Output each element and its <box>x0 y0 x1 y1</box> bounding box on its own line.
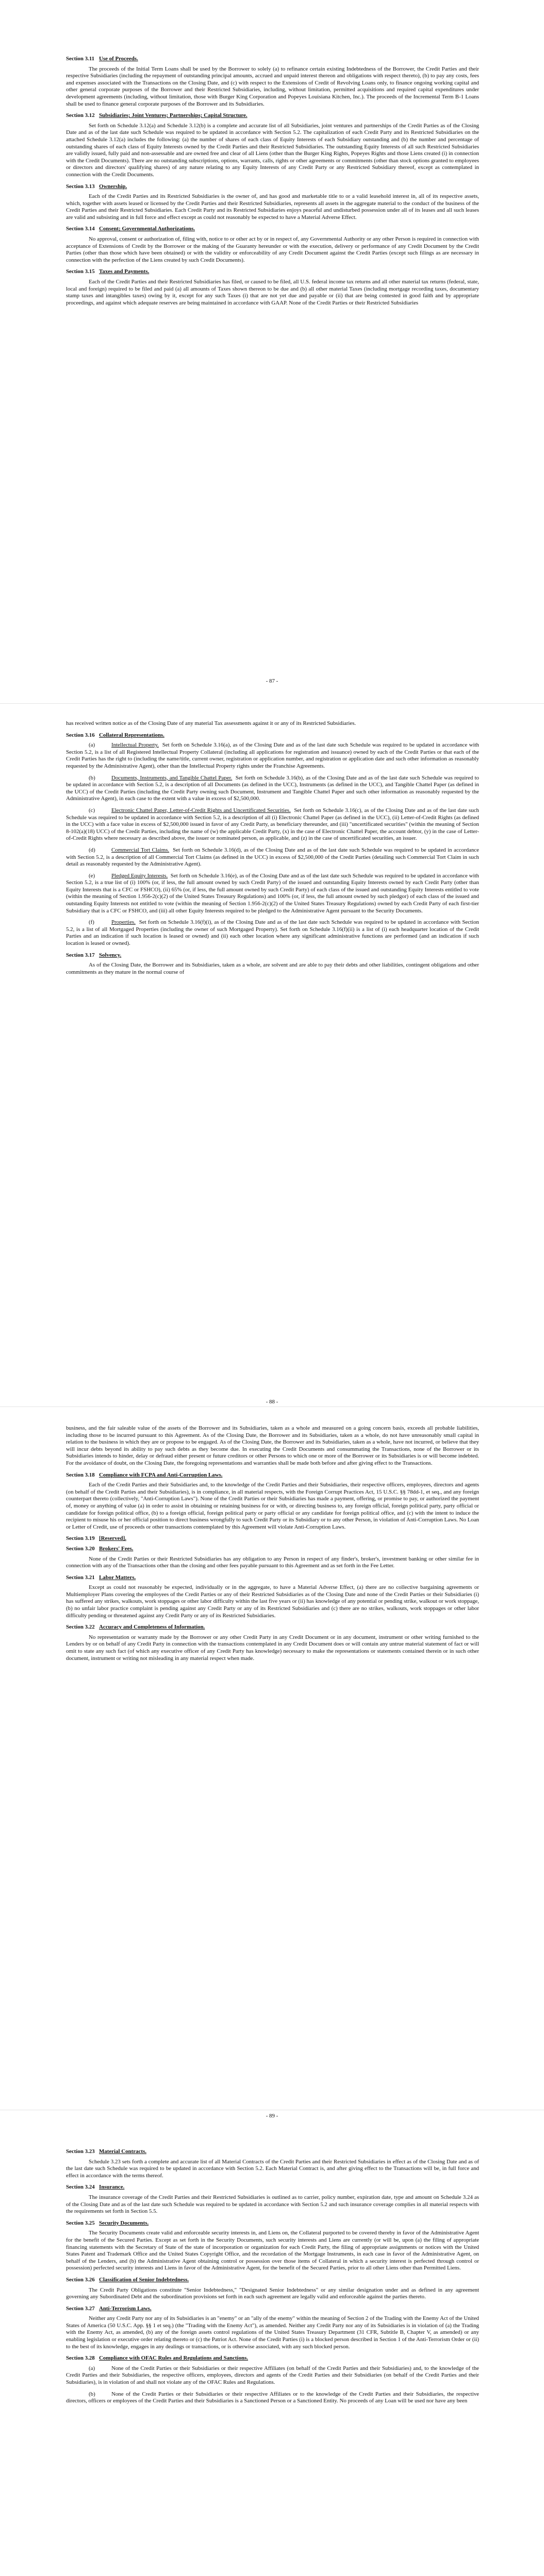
subsection-text: Set forth on Schedule 3.16(a), as of the Closing Date and as of the last date such Schedule was required to be updated in accordance with Section 5.2, is a list of all Registered Intellectual Property Collateral (including all applications for registration and issuance) owned by each of the Credit Parties or that each of the Credit Parties has the right to (including the name/title, current owner, registration or application number, and registration or application date and such other information as reasonably requested by the Administrative Agent), other than the Intellectual Property rights under the Franchise Agreements. <box>66 742 479 769</box>
subsection <box>66 2391 479 2405</box>
section-number: Section 3.19 <box>66 1535 95 1542</box>
section-title: Material Contracts. <box>99 2148 146 2155</box>
section-number: Section 3.12 <box>66 112 95 119</box>
section-heading <box>66 1472 479 1479</box>
section-heading <box>66 2220 479 2227</box>
section-title: Labor Matters. <box>99 1574 136 1581</box>
subsection-text: Set forth on Schedule 3.16(d), as of the Closing Date and as of the last date such Schedule was required to be updated in accordance with Section 5.2, is a description of all Commercial Tort Claims (as defined in the UCC) in excess of $2,500,000 of the Credit Parties (detailing such Commercial Tort Claim in such detail as reasonably requested by the Administrative Agent). <box>66 846 479 868</box>
subsection-label: (b) <box>89 774 95 781</box>
section-number: Section 3.22 <box>66 1624 95 1631</box>
section-heading <box>66 112 479 120</box>
page-number: - 89 - <box>266 2113 278 2119</box>
section-number: Section 3.24 <box>66 2184 95 2191</box>
subsection-text: None of the Credit Parties or their Subsidiaries or their respective Affiliates (on behalf of the Credit Parties and their Subsidiaries) and, to the knowledge of the Credit Parties and their Subsidiaries, the respective officers, employees, directors and agents of the Credit Parties and their Subsidiaries (on behalf of the Credit Parties and their Subsidiaries), is in violation of and shall not violate any of the OFAC Rules and Regulations. <box>66 2365 479 2386</box>
paragraph: Each of the Credit Parties and their Restricted Subsidiaries has filed, or caused to be filed, all U.S. federal income tax returns and all other material tax returns (federal, state, local and foreign) required to be filed and paid (a) all amounts of Taxes shown thereon to be due and (b) all other material Taxes (including mortgage recording taxes, documentary stamp taxes and intangibles taxes) owing by it, except for any such Taxes (i) that are not yet due and payable or (ii) that are being contested in good faith and by appropriate proceedings, and against which adequate reserves are being maintained in accordance with GAAP. None of the Credit Parties or their Restricted Subsidiaries <box>66 279 479 306</box>
section-heading <box>66 2184 479 2191</box>
subsection-title: Electronic Chattel Paper, Letter-of-Credit Rights and Uncertificated Securities. <box>111 807 291 814</box>
paragraph: None of the Credit Parties or their Restricted Subsidiaries has any obligation to any Person in respect of any finder's, broker's, investment banking or other similar fee in connection with any of the Transactions other than the closing and other fees payable pursuant to this Agreement and as set forth in the Fee Letter. <box>66 1555 479 1569</box>
section-heading <box>66 268 479 276</box>
section-title: Ownership. <box>99 183 127 190</box>
subsection <box>66 919 479 947</box>
section-title: Accuracy and Completeness of Information. <box>99 1624 205 1631</box>
subsection <box>66 807 479 842</box>
section-number: Section 3.25 <box>66 2219 95 2226</box>
section-title: Use of Proceeds. <box>99 56 138 62</box>
section-title: Collateral Representations. <box>99 732 164 738</box>
subsection-label: (c) <box>89 807 95 814</box>
paragraph: The Credit Party Obligations constitute "Senior Indebtedness," "Designated Senior Indebtedness" or any similar designation under and as defined in any agreement governing any Subordinated Debt and the subordination provisions set forth in each such agreement are legally valid and enforceable against the parties thereto. <box>66 2286 479 2300</box>
section-number: Section 3.11 <box>66 56 95 62</box>
section-title: Taxes and Payments. <box>99 268 150 275</box>
subsection <box>66 873 479 915</box>
page-number: - 88 - <box>266 1399 278 1405</box>
paragraph: Each of the Credit Parties and its Restricted Subsidiaries is the owner of, and has good and marketable title to or a valid leasehold interest in, all of its respective assets, which, together with assets leased or licensed by the Credit Parties and their Restricted Subsidiaries, represents all assets in the aggregate material to the conduct of the business of the Credit Parties and their Restricted Subsidiaries. Each Credit Party and its Restricted Subsidiaries enjoys peaceful and undisturbed possession under all of its leases and all such leases are valid and subsisting and in full force and effect except as could not reasonably be expected to have a Material Adverse Effect. <box>66 193 479 221</box>
subsection-text: Set forth on Schedule 3.16(e), as of the Closing Date and as of the last date such Schedule was required to be updated in accordance with Section 5.2, is a true list of (i) 100% (or, if less, the full amount owned by such Credit Party) of the issued and outstanding Equity Interests owned by each Credit Party (other than Equity Interests that is a CFC or FSHCO), (ii) 65% (or, if less, the full amount owned by such Credit Party) of each class of the issued and outstanding Equity Interests entitled to vote (within the meaning of Section 1.956-2(c)(2) of the United States Treasury Regulations) and 100% (or, if less, the full amount owned by such pledgor) of each class of the issued and outstanding Equity Interests not entitled to vote (within the meaning of Section 1.956-2(c)(2) of the United States Treasury Regulations) owned by each Credit Party of each first-tier Subsidiary that is a CFC or FSHCO, and (iii) all other Equity Interests required to be pledged to the Administrative Agent pursuant to the Security Documents. <box>66 872 479 914</box>
section-title: Subsidiaries; Joint Ventures; Partnerships; Capital Structure. <box>99 112 248 119</box>
page <box>0 703 544 1406</box>
paragraph: No representation or warranty made by the Borrower or any other Credit Party in any Credit Document or in any document, instrument or other writing furnished to the Lenders by or on behalf of any Credit Party in connection with the transactions contemplated in any Credit Document does or will contain any untrue material statement of fact or will omit to state any such fact (of which any executive officer of any Credit Party has knowledge) necessary to make the representations or statements contained therein or in such other document, instrument or writing not misleading in any material respect when made. <box>66 1634 479 1662</box>
section-title: Insurance. <box>99 2184 125 2191</box>
subsection-title: Properties. <box>111 919 136 926</box>
section-number: Section 3.14 <box>66 226 95 232</box>
section-heading <box>66 226 479 233</box>
section-number: Section 3.28 <box>66 2355 95 2362</box>
paragraph: The proceeds of the Initial Term Loans shall be used by the Borrower to solely (a) to refinance certain existing Indebtedness of the Borrower, the Credit Parties and their respective Subsidiaries (including the repayment of outstanding principal amounts, accrued and unpaid interest thereon and obligations with respect thereto), (b) to pay any costs, fees and expenses associated with the Transactions on the Closing Date, and (c) with respect to the Extensions of Credit of Revolving Loans only, to finance ongoing working capital and other general corporate purposes of the Borrower and their Restricted Subsidiaries, including, without limitation, permitted acquisitions and required capital expenditures under development agreements (including, without limitation, those with Burger King Corporation and Popeyes Louisiana Kitchen, Inc.). The proceeds of the Incremental Term B-1 Loans shall be used to finance general corporate purposes of the Borrower and its Subsidiaries. <box>66 65 479 107</box>
section-number: Section 3.26 <box>66 2276 95 2283</box>
section-heading <box>66 2148 479 2156</box>
subsection-title: Intellectual Property. <box>111 742 159 749</box>
section-heading <box>66 56 479 63</box>
subsection-text: None of the Credit Parties or their Subsidiaries or their respective Affiliates or to the knowledge of the Credit Parties and their Subsidiaries, the respective directors, officers or employees of the Credit Parties and their Subsidiaries is a Sanctioned Person or a Sanctioned Entity. No proceeds of any Loan will be used nor have any been <box>66 2391 479 2404</box>
subsection-label: (e) <box>89 872 95 879</box>
section-heading <box>66 2306 479 2313</box>
subsection <box>66 775 479 803</box>
paragraph: As of the Closing Date, the Borrower and its Subsidiaries, taken as a whole, are solvent and are able to pay their debts and other liabilities, contingent obligations and other commitments as they mature in the normal course of <box>66 962 479 975</box>
page-body <box>66 1425 479 1667</box>
subsection-text: Set forth on Schedule 3.16(f)(i), as of the Closing Date and as of the last date such Schedule was required to be updated in accordance with Section 5.2, is a list of all Mortgaged Properties (including the owner of such Mortgaged Property). Set forth on Schedule 3.16(f)(ii) is a list of (i) each headquarter location of the Credit Parties and an indication if such location is leased or owned) and (ii) each other location where any significant administrative functions are performed (and an indication if such location is leased or owned). <box>66 919 479 947</box>
section-heading <box>66 732 479 739</box>
page <box>0 0 544 703</box>
section-heading <box>66 1546 479 1553</box>
subsection-title: Pledged Equity Interests. <box>111 872 168 879</box>
paragraph-continued: business, and the fair saleable value of the assets of the Borrower and its Subsidiaries, taken as a whole and measured on a going concern basis, exceeds all probable liabilities, including those to be incurred pursuant to this Agreement. As of the Closing Date, the Borrower and its Subsidiaries, taken as a whole, do not have unreasonably small capital in relation to the business in which they are or propose to be engaged. As of the Closing Date, the Borrower and its Subsidiaries, taken as a whole, have not incurred, or believe that they will incur debts beyond its ability to pay such debts as they become due. In executing the Credit Documents and consummating the Transactions, none of the Borrower or its Subsidiaries intends to hinder, delay or defraud either present or future creditors or other Persons to which one or more of the Borrower or its Subsidiaries is or will become indebted. For the avoidance of doubt, on the Closing Date, the foregoing representations and warranties shall be made both before and after giving effect to the Transactions. <box>66 1425 479 1466</box>
section-title: Classification of Senior Indebtedness. <box>99 2276 189 2283</box>
section-number: Section 3.23 <box>66 2148 95 2155</box>
section-title: Compliance with FCPA and Anti-Corruption Laws. <box>99 1471 223 1478</box>
subsection-text: Set forth on Schedule 3.16(c), as of the Closing Date and as of the last date such Schedule was required to be updated in accordance with Section 5.2, is a description of all (i) Electronic Chattel Paper (as defined in the UCC), (ii) Letter-of-Credit Rights (as defined in the UCC) with a face value in excess of $2,500,000 issued in favor of any Credit Party, as beneficiary thereunder, and (iii) "uncertificated securities" (within the meaning of Section 8-102(a)(18) UCC) of the Credit Parties, including the name of (w) the applicable Credit Party, (x) in the case of Electronic Chattel Paper, the account debtor, (y) in the case of Letter-of-Credit Rights where necessary as described above, the issuer or nominated person, as applicable, and (z) in the case of uncertificated securities, an issuer. <box>66 807 479 842</box>
subsection <box>66 742 479 770</box>
subsection <box>66 847 479 868</box>
section-heading <box>66 2277 479 2284</box>
subsection-label: (b) <box>89 2391 95 2397</box>
page <box>0 2110 544 2576</box>
subsection-label: (f) <box>89 919 94 926</box>
subsection-label: (d) <box>89 846 95 853</box>
section-title: Security Documents. <box>99 2219 149 2226</box>
section-heading <box>66 1624 479 1631</box>
paragraph: The insurance coverage of the Credit Parties and their Restricted Subsidiaries is outlined as to carrier, policy number, expiration date, type and amount on Schedule 3.24 as of the Closing Date and as of the last date such Schedule was required to be updated in accordance with Section 5.2 and such insurance coverage complies in all material respects with the requirements set forth in Section 5.5. <box>66 2194 479 2215</box>
section-heading <box>66 1574 479 1582</box>
page-body <box>66 2148 479 2410</box>
paragraph-continued: has received written notice as of the Closing Date of any material Tax assessments against it or any of its Restricted Subsidiaries. <box>66 720 356 726</box>
paragraph: Schedule 3.23 sets forth a complete and accurate list of all Material Contracts of the Credit Parties and their Restricted Subsidiaries in effect as of the Closing Date and as of the last date such Schedule was required to be updated in accordance with Section 5.2. Each Material Contract is, and after giving effect to the Transactions will be, in full force and effect in accordance with the terms thereof. <box>66 2158 479 2179</box>
page-separator <box>0 1406 544 1407</box>
section-title: Anti-Terrorism Laws. <box>99 2305 152 2312</box>
section-title: Solvency. <box>99 952 122 958</box>
section-title: Brokers' Fees. <box>99 1545 134 1552</box>
section-number: Section 3.13 <box>66 183 95 190</box>
page <box>0 1406 544 2119</box>
subsection-label: (a) <box>89 2365 95 2371</box>
paragraph: Each of the Credit Parties and their Subsidiaries and, to the knowledge of the Credit Parties and their Subsidiaries, their respective officers, employees, directors and agents (on behalf of the Credit Parties and their Subsidiaries), is in compliance, in all material respects, with the Foreign Corrupt Practices Act, 15 U.S.C. §§ 78dd-1, et seq., and any foreign counterpart thereto (collectively, "Anti-Corruption Laws"). None of the Credit Parties or their Subsidiaries has made a payment, offering, or promise to pay, or authorized the payment of, money or anything of value (a) in order to assist in obtaining or retaining business for or with, or directing business to, any foreign official, foreign political party, party official or candidate for foreign political office, (b) to a foreign official, foreign political party or party official or any candidate for foreign political office, and (c) with the intent to induce the recipient to misuse his or her official position to direct business wrongfully to such Credit Party or its Subsidiary or to any other Person, in violation of Anti-Corruption Laws. No Loan or Letter of Credit, use of proceeds or other transactions contemplated by this Agreement will violate Anti-Corruption Laws. <box>66 1482 479 1530</box>
section-number: Section 3.16 <box>66 732 95 738</box>
section-number: Section 3.18 <box>66 1471 95 1478</box>
subsection <box>66 2365 479 2386</box>
section-number: Section 3.21 <box>66 1574 95 1581</box>
section-title: Compliance with OFAC Rules and Regulations and Sanctions. <box>99 2355 249 2362</box>
section-title: Consent; Governmental Authorizations. <box>99 226 195 232</box>
subsection-title: Documents, Instruments, and Tangible Chattel Paper. <box>111 774 233 781</box>
subsection-title: Commercial Tort Claims. <box>111 846 170 853</box>
section-heading <box>66 952 479 959</box>
subsection-label: (a) <box>89 742 95 749</box>
section-number: Section 3.27 <box>66 2305 95 2312</box>
page-number: - 87 - <box>266 678 278 684</box>
paragraph: Set forth on Schedule 3.12(a) and Schedule 3.12(b) is a complete and accurate list of all Subsidiaries, joint ventures and partnerships of the Credit Parties as of the Closing Date and as of the last date such Schedule was required to be updated in accordance with Section 5.2. The capitalization of each Credit Party and its Restricted Subsidiaries on the attached Schedule 3.12(a) includes the following: (a) the number of shares of each class of Equity Interests of each Subsidiary outstanding and (b) the number and percentage of outstanding shares of each class of Equity Interests owned by the Credit Parties and their Restricted Subsidiaries. The outstanding Equity Interests of all such Restricted Subsidiaries are validly issued, fully paid and non-assessable and are owned free and clear of all Liens (other than the Burger King Rights, Popeyes Rights and those Liens created (i) in connection with the Credit Documents). There are no outstanding subscriptions, options, warrants, calls, rights or other agreements or commitments (other than stock options granted to employees or directors and directors' qualifying shares) of any nature relating to any Equity Interests of any Credit Party or any Restricted Subsidiary thereof, except as contemplated in connection with the Credit Documents. <box>66 122 479 178</box>
paragraph: No approval, consent or authorization of, filing with, notice to or other act by or in respect of, any Governmental Authority or any other Person is required in connection with acceptance of Extensions of Credit by the Borrower or the making of the Guaranty hereunder or with the execution, delivery or performance of any Credit Document by the Credit Parties (other than those which have been obtained) or with the validity or enforceability of any Credit Document against the Credit Parties (except such filings as are necessary in connection with the perfection of the Liens created by such Credit Documents). <box>66 236 479 263</box>
section-heading <box>66 2355 479 2362</box>
section-number: Section 3.17 <box>66 952 95 958</box>
section-number: Section 3.15 <box>66 268 95 275</box>
section-heading <box>66 1535 479 1543</box>
page-body <box>66 720 479 980</box>
paragraph: Neither any Credit Party nor any of its Subsidiaries is an "enemy" or an "ally of the enemy" within the meaning of Section 2 of the Trading with the Enemy Act of the United States of America (50 U.S.C. App. §§ 1 et seq.) (the "Trading with the Enemy Act"), as amended. Neither any Credit Party nor any of its Subsidiaries is in violation of (a) the Trading with the Enemy Act, as amended, (b) any of the foreign assets control regulations of the United States Treasury Department (31 CFR, Subtitle B, Chapter V, as amended) or any enabling legislation or executive order relating thereto or (c) the Patriot Act. None of the Credit Parties (i) is a blocked person described in Section 1 of the Anti-Terrorism Order or (ii) to the best of its knowledge, engages in any dealings or transactions, or is otherwise associated, with any such blocked person. <box>66 2315 479 2350</box>
paragraph: Except as could not reasonably be expected, individually or in the aggregate, to have a Material Adverse Effect, (a) there are no collective bargaining agreements or Multiemployer Plans covering the employees of the Credit Parties or any of their Restricted Subsidiaries as of the Closing Date and none of the Credit Parties or their Subsidiaries (i) has suffered any strikes, walkouts, work stoppages or other labor difficulty within the last five years or (ii) has knowledge of any potential or pending strike, walkout or work stoppage, (b) no unfair labor practice complaint is pending against any Credit Party or any of its Restricted Subsidiaries and (c) there are no strikes, walkouts, work stoppages or other labor difficulty pending or threatened against any Credit Party or any of its Restricted Subsidiaries. <box>66 1584 479 1619</box>
page-separator <box>0 703 544 704</box>
section-heading <box>66 183 479 191</box>
section-title: [Reserved]. <box>99 1535 126 1542</box>
subsection-text: Set forth on Schedule 3.16(b), as of the Closing Date and as of the last date such Schedule was required to be updated in accordance with Section 5.2, is a description of all Documents (as defined in the UCC), Instruments (as defined in the UCC), and Tangible Chattel Paper (as defined in the UCC) of the Credit Parties (including the Credit Party owning such Document, Instrument and Tangible Chattel Paper and such other information as reasonably requested by the Administrative Agent), in each case to the extent with a value in excess of $2,500,000. <box>66 774 479 802</box>
paragraph: The Security Documents create valid and enforceable security interests in, and Liens on, the Collateral purported to be covered thereby in favor of the Administrative Agent for the benefit of the Secured Parties. Except as set forth in the Security Documents, such security interests and Liens are currently (or will be, upon (a) the filing of appropriate financing statements with the Secretary of State of the state of incorporation or organization for each Credit Party, the filing of appropriate assignments or notices with the United States Patent and Trademark Office and the United States Copyright Office, and the recordation of the Mortgage Instruments, in each case in favor of the Administrative Agent, on behalf of the Lenders, and (b) the Administrative Agent obtaining control or possession over those items of Collateral in which a security interest is perfected through control or possession) perfected security interests and Liens in favor of the Administrative Agent, for the benefit of the Secured Parties, prior to all other Liens other than Permitted Liens. <box>66 2230 479 2272</box>
page-body <box>66 56 479 311</box>
section-number: Section 3.20 <box>66 1545 95 1552</box>
